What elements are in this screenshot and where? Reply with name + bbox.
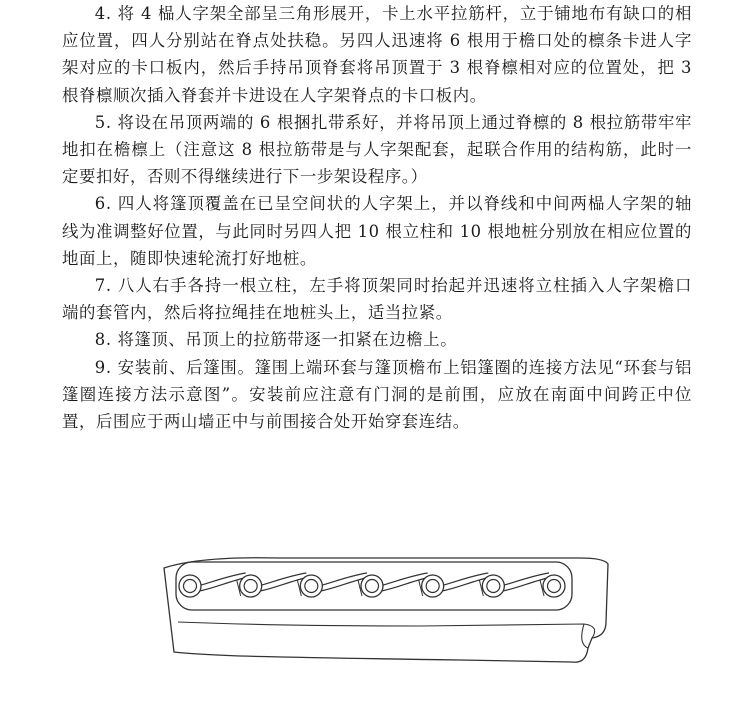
loop-grommet-connection-diagram bbox=[160, 552, 610, 682]
step-7-paragraph: 7. 八人右手各持一根立柱，左手将顶架同时抬起并迅速将立柱插入人字架檐口端的套管内，然后将拉绳挂在地桩头上，适当拉紧。 bbox=[62, 276, 692, 323]
diagram-svg bbox=[160, 552, 610, 682]
canvas-fold-line bbox=[178, 622, 595, 638]
step-6-paragraph: 6. 四人将篷顶覆盖在已呈空间状的人字架上，并以脊线和中间两榀人字架的轴线为准调整好位置，与此同时另四人把 10 根立柱和 10 根地桩分别放在相应位置的地面上，随即快速轮流打好地桩。 bbox=[62, 194, 692, 268]
grommet-hole bbox=[244, 580, 257, 593]
step-5-paragraph: 5. 将设在吊顶两端的 6 根捆扎带系好，并将吊顶上通过脊檩的 8 根拉筋带牢牢地扣在檐檩上（注意这 8 根拉筋带是与人字架配套，起联合作用的结构筋，此时一定要扣好，否则不得继续进行下一步架设程序。） bbox=[62, 112, 692, 187]
step-9-paragraph: 9. 安装前、后篷围。篷围上端环套与篷顶檐布上铝篷圈的连接方法见“环套与铝篷圈连接方法示意图”。安装前应注意有门洞的是前围，应放在南面中间跨正中位置，后围应于两山墙正中与前围接合处开始穿套连结。 bbox=[62, 357, 692, 432]
grommet-hole bbox=[426, 580, 439, 593]
grommet-hole bbox=[305, 580, 318, 593]
grommet-hole bbox=[487, 580, 500, 593]
canvas-fold-curl bbox=[582, 624, 588, 648]
step-4-paragraph: 4. 将 4 榀人字架全部呈三角形展开，卡上水平拉筋杆，立于铺地布有缺口的相应位置，四人分别站在脊点处扶稳。另四人迅速将 6 根用于檐口处的檩条卡进人字架对应的卡口板内，然后手持吊顶脊套将吊顶置于 3 根脊檩相对应的位置处，把 3 根脊檩顺次插入脊套并卡进设在人字架脊点的卡口板内。 bbox=[62, 4, 692, 105]
grommet-row bbox=[179, 575, 565, 597]
grommet-hole bbox=[366, 580, 379, 593]
grommet-hole bbox=[184, 580, 197, 593]
instruction-text bbox=[62, 0, 692, 435]
step-8-paragraph: 8. 将篷顶、吊顶上的拉筋带逐一扣紧在边檐上。 bbox=[94, 330, 458, 350]
grommet-hole bbox=[548, 580, 561, 593]
